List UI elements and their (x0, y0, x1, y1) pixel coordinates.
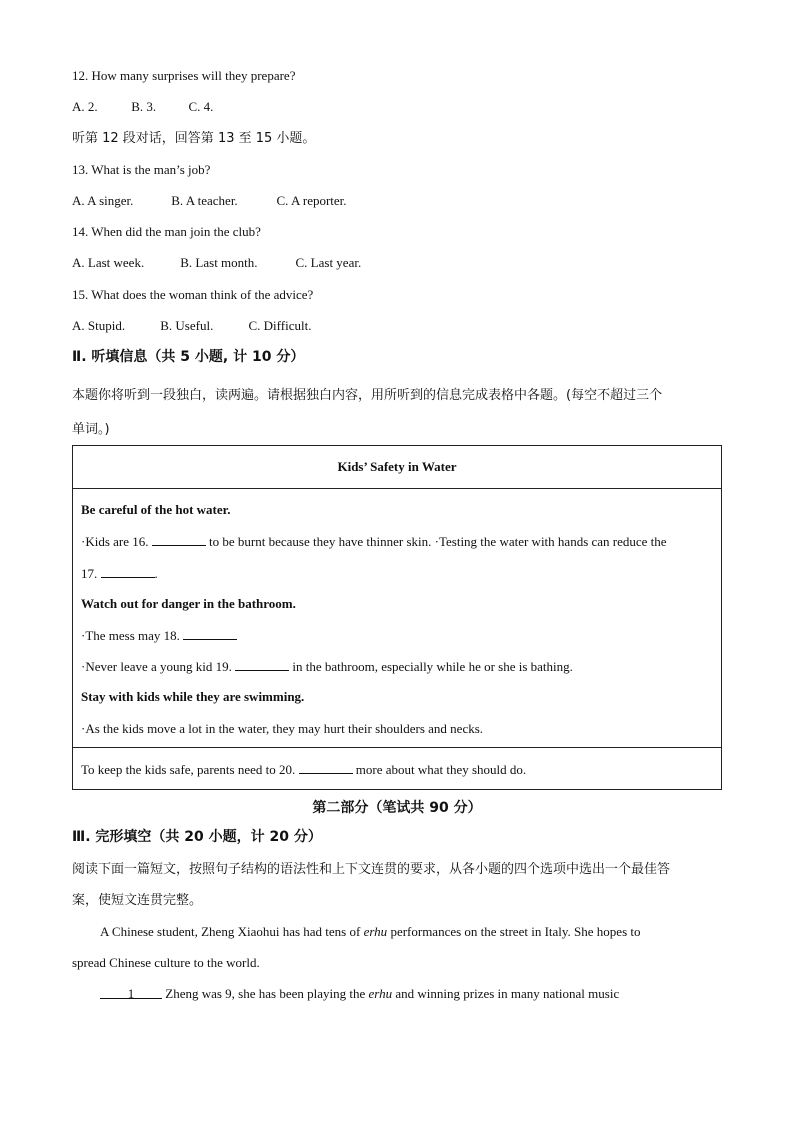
line-16-suffix: to be burnt because they have thinner skin. ·Testing the water with hands can reduce the (209, 534, 667, 549)
line-16-prefix: ·Kids are 16. (81, 534, 149, 549)
table-line-16 (81, 532, 667, 551)
table-subheading-bathroom: Watch out for danger in the bathroom. (81, 596, 296, 611)
question-15-stem: 15. What does the woman think of the advice? (72, 287, 314, 302)
table-line-19 (81, 657, 573, 676)
blank-18[interactable] (183, 626, 237, 640)
para2-erhu: erhu (368, 986, 393, 1001)
q13-option-a: A. A singer. (72, 193, 134, 208)
question-13-stem: 13. What is the man’s job? (72, 162, 211, 177)
section-2-heading: Ⅱ. 听填信息（共 5 小题, 计 10 分） (72, 349, 305, 365)
q14-option-b: B. Last month. (180, 255, 258, 270)
para1-text-a: A Chinese student, Zheng Xiaohui has had tens of (100, 924, 361, 939)
q12-option-b: B. 3. (131, 99, 157, 114)
question-13-options (72, 192, 347, 210)
passage-paragraph-1 (100, 923, 641, 941)
question-12-options (72, 98, 213, 116)
q15-option-a: A. Stupid. (72, 318, 126, 333)
q15-option-b: B. Useful. (160, 318, 214, 333)
section-3-heading: Ⅲ. 完形填空（共 20 小题，计 20 分） (72, 829, 322, 845)
q12-option-a: A. 2. (72, 99, 98, 114)
table-subheading-swimming: Stay with kids while they are swimming. (81, 689, 305, 704)
question-15-options (72, 317, 311, 335)
question-14-stem: 14. When did the man join the club? (72, 224, 261, 239)
footer-suffix: more about what they should do. (355, 761, 527, 777)
para2-text-a: Zheng was 9, she has been playing the (165, 986, 366, 1001)
blank-20[interactable] (299, 760, 353, 774)
table-body (73, 489, 722, 748)
passage-paragraph-2 (100, 985, 619, 1003)
table-line-18 (81, 626, 237, 645)
line-17-prefix: 17. (81, 566, 98, 581)
section-3-instruction-line1: 阅读下面一篇短文，按照句子结构的语法性和上下文连贯的要求，从各小题的四个选项中选出一个最佳答 (72, 862, 671, 877)
q14-option-c: C. Last year. (295, 255, 362, 270)
line-18-prefix: ·The mess may 18. (81, 628, 180, 643)
q14-option-a: A. Last week. (72, 255, 145, 270)
q13-option-c: C. A reporter. (276, 193, 347, 208)
line-19-prefix: ·Never leave a young kid 19. (81, 659, 232, 674)
table-line-swimming: ·As the kids move a lot in the water, they may hurt their shoulders and necks. (81, 721, 484, 736)
blank-16[interactable] (152, 532, 206, 546)
dialog-12-instruction: 听第 12 段对话，回答第 13 至 15 小题。 (72, 131, 316, 146)
blank-19[interactable] (235, 657, 289, 671)
section-2-instruction-line2: 单词。) (72, 422, 110, 437)
question-12-stem: 12. How many surprises will they prepare? (72, 68, 296, 83)
table-line-17 (81, 564, 158, 583)
para2-text-b: and winning prizes in many national music (395, 986, 620, 1001)
blank-17[interactable] (101, 564, 155, 578)
section-2-instruction-line1: 本题你将听到一段独白，读两遍。请根据独白内容，用所听到的信息完成表格中各题。(每空不超过三个 (72, 388, 663, 403)
table-subheading-hot-water: Be careful of the hot water. (81, 502, 231, 517)
q13-option-b: B. A teacher. (171, 193, 238, 208)
footer-prefix: To keep the kids safe, parents need to 20. (81, 761, 296, 777)
q15-option-c: C. Difficult. (248, 318, 312, 333)
section-3-instruction-line2: 案，使短文连贯完整。 (72, 893, 203, 908)
question-14-options (72, 254, 361, 272)
blank-1[interactable]: 1 (100, 985, 162, 999)
line-19-suffix: in the bathroom, especially while he or she is bathing. (292, 659, 573, 674)
para1-text-b: performances on the street in Italy. She hopes to (390, 924, 641, 939)
para1-erhu: erhu (363, 924, 388, 939)
passage-paragraph-1-line2: spread Chinese culture to the world. (72, 955, 260, 970)
q12-option-c: C. 4. (188, 99, 214, 114)
line-17-suffix: . (154, 566, 158, 581)
part-2-title: 第二部分（笔试共 90 分） (312, 800, 482, 816)
table-footer (73, 748, 722, 790)
table-title: Kids’ Safety in Water (73, 446, 722, 489)
info-table (72, 445, 722, 790)
